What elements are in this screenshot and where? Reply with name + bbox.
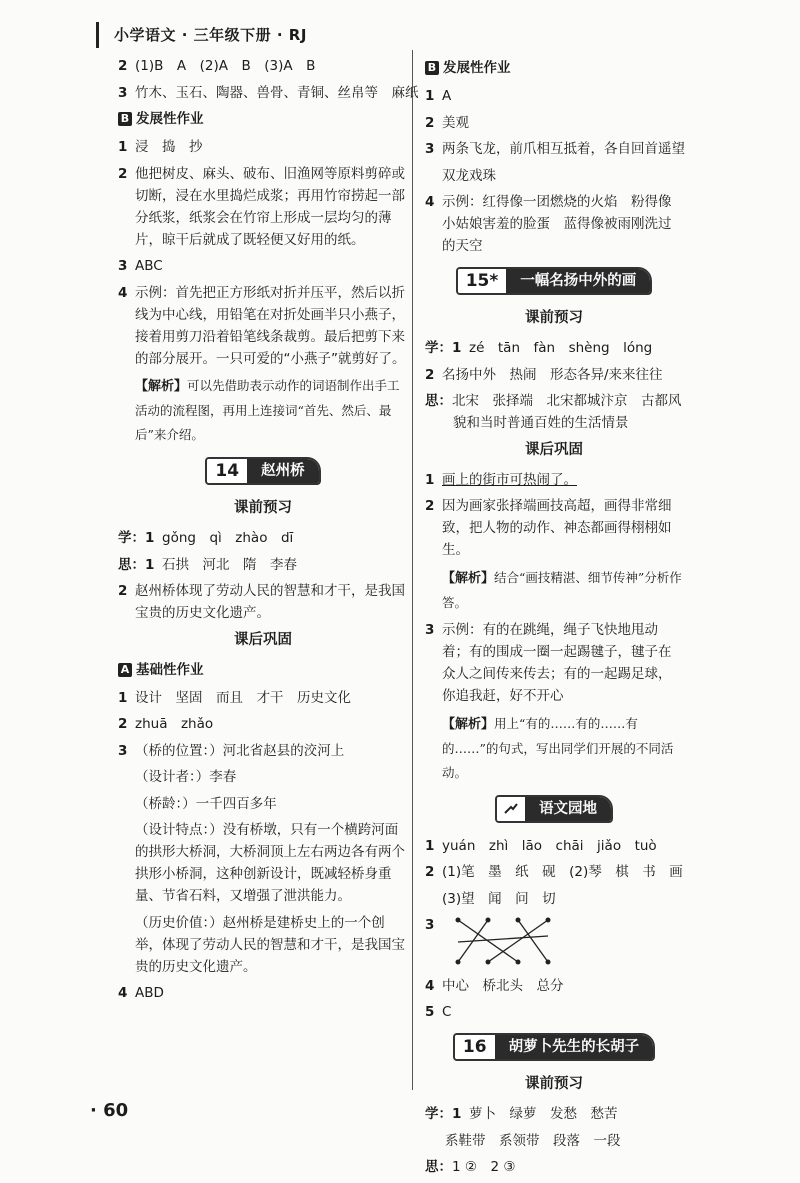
lesson-banner-16 xyxy=(425,1033,683,1061)
analysis-note: 【解析】可以先借助表示动作的词语制作出手工活动的流程图，再用上连接词“首先、然后、最后”来介绍。 xyxy=(135,378,400,442)
answer-line: 3 ABC xyxy=(118,258,163,274)
lesson-banner-15 xyxy=(425,267,683,295)
answer-line: 2 赵州桥体现了劳动人民的智慧和才干，是我国宝贵的历史文化遗产。 xyxy=(118,583,405,621)
answer-line: 双龙戏珠 xyxy=(442,167,496,184)
answer-line: 4 ABD xyxy=(118,985,164,1001)
analysis-note: 【解析】结合“画技精湛、细节传神”分析作答。 xyxy=(442,569,682,610)
left-column xyxy=(118,55,419,1009)
answer-line: 学：1 萝卜 绿萝 发愁 愁苦 xyxy=(425,1106,618,1122)
answer-line: 1 设计 坚固 而且 才干 历史文化 xyxy=(118,689,351,706)
answer-line: （设计特点：）没有桥墩，只有一个横跨河面的拱形大桥洞，大桥洞顶上左右两边各有两个拱形小桥洞，这种创新设计，既减轻桥身重量、节省石料，又增强了泄洪能力。 xyxy=(135,822,405,904)
answer-line: (3)望 闻 问 切 xyxy=(442,890,556,907)
lesson-title: 胡萝卜先生的长胡子 xyxy=(495,1035,654,1059)
lesson-banner-14 xyxy=(118,457,408,485)
subsection-heading: 课后巩固 xyxy=(525,441,583,458)
answer-line: 思：1 石拱 河北 隋 李春 xyxy=(118,556,297,573)
answer-line: 5 C xyxy=(425,1004,452,1020)
matching-lines-diagram xyxy=(446,914,566,968)
header-title: 小学语文 · 三年级下册 · RJ xyxy=(114,26,307,44)
answer-line: 2 (1)B A (2)A B (3)A B xyxy=(118,58,316,74)
lesson-title: 赵州桥 xyxy=(247,459,319,483)
garden-banner xyxy=(425,795,683,823)
page-number: · 60 xyxy=(90,1100,129,1121)
section-heading: B 发展性作业 xyxy=(118,108,408,130)
answer-line: 2 名扬中外 热闹 形态各异/来来往往 xyxy=(425,366,663,383)
lesson-number: 16 xyxy=(455,1035,495,1059)
header-bar xyxy=(96,22,99,48)
answer-line: 2 zhuā zhǎo xyxy=(118,716,214,732)
section-heading: B 发展性作业 xyxy=(425,57,683,79)
answer-line: 2 美观 xyxy=(425,114,469,131)
answer-line: 3 示例：有的在跳绳，绳子飞快地甩动着；有的围成一圈一起踢毽子，毽子在众人之间传来传去；有的一起踢足球，你追我赶，好不开心 xyxy=(425,622,672,704)
section-heading: A 基础性作业 xyxy=(118,659,408,681)
subsection-heading: 课前预习 xyxy=(525,1076,583,1092)
subsection-heading: 课后巩固 xyxy=(234,631,292,648)
answer-line: （历史价值：）赵州桥是建桥史上的一个创举，体现了劳动人民的智慧和才干，是我国宝贵的历史文化遗产。 xyxy=(135,914,405,975)
answer-line: 1 浸 捣 抄 xyxy=(118,139,203,155)
answer-line: （设计者：）李春 xyxy=(135,769,237,785)
answer-line: 3 （桥的位置：）河北省赵县的洨河上 xyxy=(118,742,345,759)
answer-line: 学：1 gǒng qì zhào dī xyxy=(118,530,294,546)
lesson-number: 15* xyxy=(458,269,507,293)
subsection-heading: 课前预习 xyxy=(525,310,583,326)
analysis-note: 【解析】用上“有的……有的……有的……”的句式，写出同学们开展的不同活动。 xyxy=(442,715,674,780)
answer-line: 思：1 ② 2 ③ xyxy=(425,1159,516,1175)
subsection-heading: 课前预习 xyxy=(234,500,292,516)
pen-icon xyxy=(497,797,525,821)
answer-line: 1 画上的街市可热闹了。 xyxy=(425,471,577,488)
lesson-number: 14 xyxy=(207,459,247,483)
lesson-title: 语文园地 xyxy=(525,797,611,821)
answer-line: 2 (1)笔 墨 纸 砚 (2)琴 棋 书 画 xyxy=(425,864,683,880)
right-column xyxy=(425,55,683,1183)
answer-line: 1 yuán zhì lāo chāi jiǎo tuò xyxy=(425,837,657,854)
answer-line: 2 因为画家张择端画技高超，画得非常细致，把人物的动作、神态都画得栩栩如生。 xyxy=(425,498,672,558)
page-header xyxy=(96,18,396,48)
answer-line: 4 示例：红得像一团燃烧的火焰 粉得像小姑娘害羞的脸蛋 蓝得像被雨刚洗过的天空 xyxy=(425,194,672,254)
answer-line: 思：北宋 张择端 北宋都城汴京 古都风貌和当时普通百姓的生活情景 xyxy=(425,393,682,431)
answer-line: 4 示例：首先把正方形纸对折并压平，然后以折线为中心线，用铅笔在对折处画半只小燕子，接着用剪刀沿着铅笔线条裁剪。最后把剪下来的部分展开。一只可爱的“小燕子”就剪好了。 xyxy=(118,284,406,367)
answer-line: 4 中心 桥北头 总分 xyxy=(425,977,564,994)
answer-line: 1 A xyxy=(425,88,452,104)
answer-line: 2 他把树皮、麻头、破布、旧渔网等原料剪碎或切断，浸在水里捣烂成浆；再用竹帘捞起一部分纸浆，纸浆会在竹帘上形成一层均匀的薄片，晾干后就成了既轻便又好用的纸。 xyxy=(118,165,405,248)
lesson-title: 一幅名扬中外的画 xyxy=(506,269,650,293)
column-divider xyxy=(412,50,413,1090)
answer-line: 学：1 zé tān fàn shèng lóng xyxy=(425,340,653,356)
answer-line: 3 竹木、玉石、陶器、兽骨、青铜、丝帛等 麻纸 xyxy=(118,84,419,101)
answer-line: （桥龄：）一千四百多年 xyxy=(135,795,277,812)
answer-line: 3 两条飞龙，前爪相互抵着，各自回首遥望 xyxy=(425,141,685,157)
answer-line: 系鞋带 系领带 段落 一段 xyxy=(445,1132,621,1149)
matching-answer: 3 xyxy=(425,914,683,970)
